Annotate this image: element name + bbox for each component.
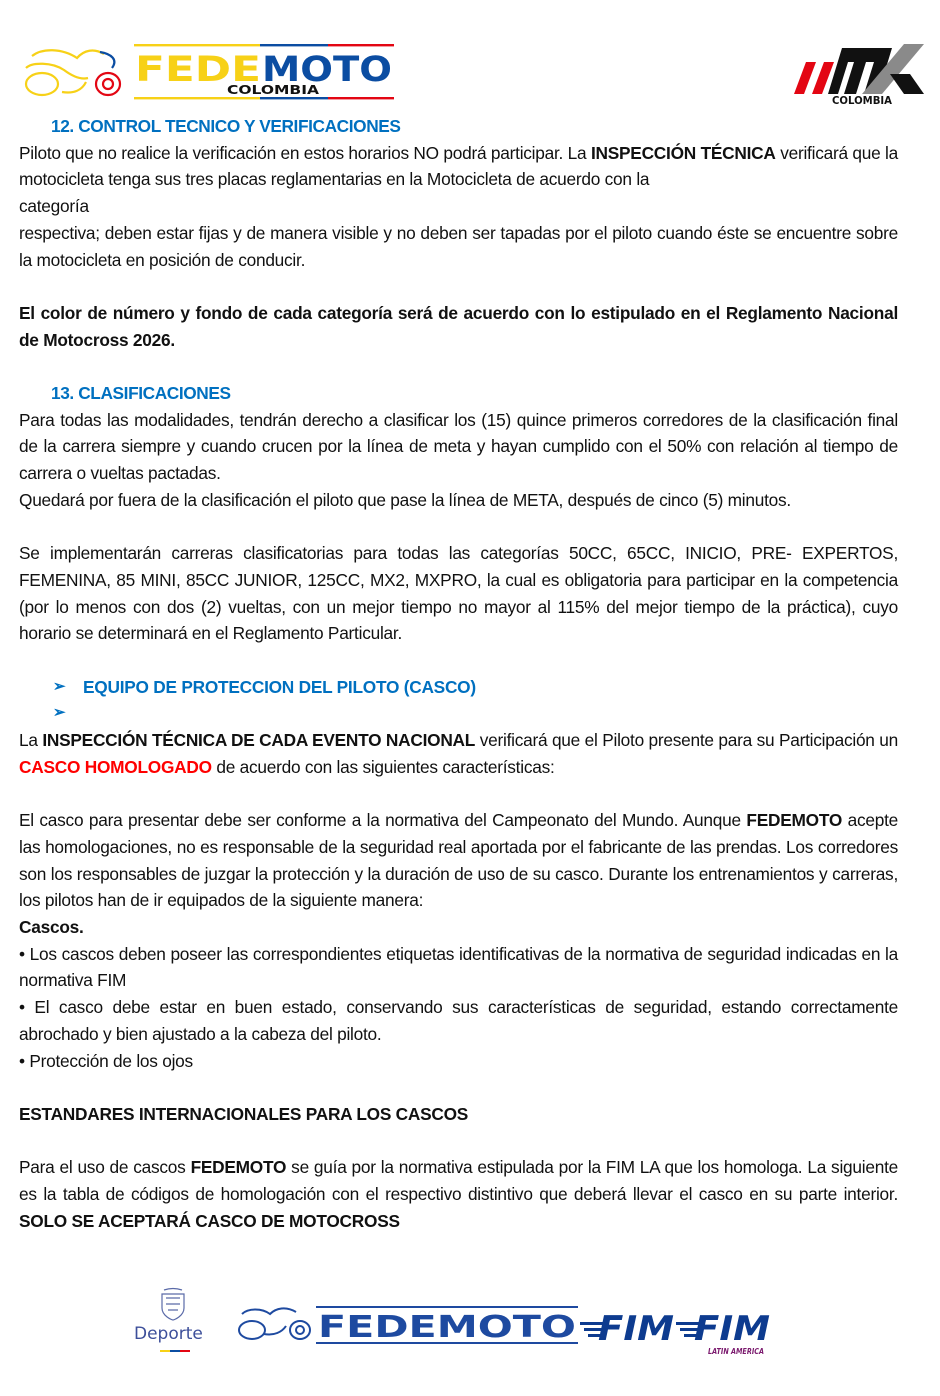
section-13-paragraph-2: Quedará por fuera de la clasificación el piloto que pase la línea de META, después de cinco (5) minutos. <box>19 489 791 510</box>
text-run: de acuerdo con las siguientes características: <box>211 756 555 777</box>
equipment-paragraph-2 <box>19 807 898 914</box>
section-12-paragraph-1-end: categoría <box>19 196 89 217</box>
bullet-item: • El casco debe estar en buen estado, conservando sus características de seguridad, estando correctamente abrochado y bien ajustado a la cabeza del piloto. <box>19 997 898 1044</box>
logo-text-moto: MOTO <box>262 50 392 90</box>
spacer <box>19 781 898 808</box>
document-body <box>19 113 898 1234</box>
text-run: El casco para presentar debe ser conforme a la normativa del Campeonato del Mundo. Aunque <box>19 810 747 831</box>
equipment-heading-text: EQUIPO DE PROTECCION DEL PILOTO (CASCO) <box>83 676 476 697</box>
text-run: acepte las homologaciones, no es responsable de la seguridad real aportada por el fabricante de las prendas. Los corredores son los responsables de juzgar la protección y la duración de uso de su casco. Durante los entrenamientos y carreras, los pilotos han de ir equipados de la siguiente manera: <box>19 810 898 911</box>
text-run: La <box>19 730 43 751</box>
bold-text-run: SOLO SE ACEPTARÁ CASCO DE MOTOCROSS <box>19 1210 400 1231</box>
logo-text-fede: FEDE <box>135 50 261 90</box>
motorcycle-icon <box>239 1308 310 1339</box>
equipment-paragraph-1 <box>19 727 898 780</box>
spacer <box>19 273 898 300</box>
equipment-heading <box>19 674 898 701</box>
section-12-heading: 12. CONTROL TECNICO Y VERIFICACIONES <box>51 116 401 136</box>
text-run: verificará que el Piloto presente para su Participación un <box>475 730 898 751</box>
bold-text-run: FEDEMOTO <box>190 1157 287 1178</box>
text-run: Piloto que no realice la verificación en estos horarios NO podrá participar. La <box>19 142 591 163</box>
highlighted-text-run: CASCO HOMOLOGADO <box>19 756 212 777</box>
equipment-paragraph-3 <box>19 1154 898 1234</box>
fim-la-logo-text: FIM <box>694 1309 771 1349</box>
footer-sponsor-logos <box>128 1284 778 1360</box>
fim-la-subtitle: LATIN AMERICA <box>708 1347 765 1356</box>
section-13-paragraph-1: Para todas las modalidades, tendrán derecho a clasificar los (15) quince primeros corredores de la clasificación final de la carrera siempre y cuando crucen por la línea de meta y hayan cumplido con el 50% con relación al tiempo de carrera o vueltas pactadas. <box>19 409 898 484</box>
arrow-bullet-icon: ➢ <box>53 677 66 695</box>
colombia-crest-icon <box>162 1289 184 1321</box>
bold-text-run: INSPECCIÓN TÉCNICA <box>590 142 776 163</box>
spacer <box>19 1074 898 1101</box>
bold-text-run: INSPECCIÓN TÉCNICA DE CADA EVENTO NACIONAL <box>42 730 476 751</box>
deporte-logo-text: Deporte <box>134 1324 203 1344</box>
section-12-paragraph-1 <box>19 140 898 193</box>
section-12-paragraph-3: El color de número y fondo de cada categoría será de acuerdo con lo estipulado en el Reglamento Nacional de Motocross 2026. <box>19 302 898 350</box>
arrow-bullet-icon: ➢ <box>53 704 66 722</box>
bullet-item: • Los cascos deben poseer las correspondientes etiquetas identificativas de la normativa de seguridad indicadas en la normativa FIM <box>19 943 898 991</box>
bold-text-run: FEDEMOTO <box>746 810 843 831</box>
text-run: Para el uso de cascos <box>19 1157 191 1178</box>
text-run: se guía por la normativa estipulada por la FIM LA que los homologa. La siguiente es la tabla de códigos de homologación con el respectivo distintivo que deberá llevar el casco en su parte interior. <box>19 1157 898 1205</box>
spacer <box>19 514 898 541</box>
spacer <box>19 353 898 380</box>
section-12-paragraph-2: respectiva; deben estar fijas y de manera visible y no deben ser tapadas por el piloto cuando éste se encuentre sobre la motocicleta en posición de conducir. <box>19 222 898 270</box>
mx-colombia-logo <box>792 38 928 106</box>
motorcycle-icon <box>26 50 120 95</box>
fedemoto-colombia-logo <box>22 42 394 102</box>
cascos-label: Cascos. <box>19 917 84 938</box>
fedemoto-footer-text: FEDEMOTO <box>318 1310 576 1345</box>
spacer <box>19 1128 898 1155</box>
text-run: verificará que la motocicleta tenga sus tres placas reglamentarias en la Motocicleta de acuerdo con la <box>19 142 898 190</box>
mx-logo-text: COLOMBIA <box>832 94 893 106</box>
fim-logo-text: FIM <box>598 1309 675 1349</box>
section-13-heading: 13. CLASIFICACIONES <box>51 383 231 403</box>
logo-text-colombia: COLOMBIA <box>227 83 320 97</box>
bullet-item: • Protección de los ojos <box>19 1050 193 1071</box>
empty-bullet <box>19 700 898 727</box>
standards-heading: ESTANDARES INTERNACIONALES PARA LOS CASCOS <box>19 1103 469 1124</box>
section-13-paragraph-3: Se implementarán carreras clasificatorias para todas las categorías 50CC, 65CC, INICIO, PRE- EXPERTOS, FEMENINA, 85 MINI, 85CC JUNIOR, 125CC, MX2, MXPRO, la cual es obligatoria para participar en la competencia (por lo menos con dos (2) vueltas, con un mejor tiempo no mayor al 115% del mejor tiempo de la práctica), cuyo horario se determinará en el Reglamento Particular. <box>19 543 898 644</box>
spacer <box>19 647 898 674</box>
